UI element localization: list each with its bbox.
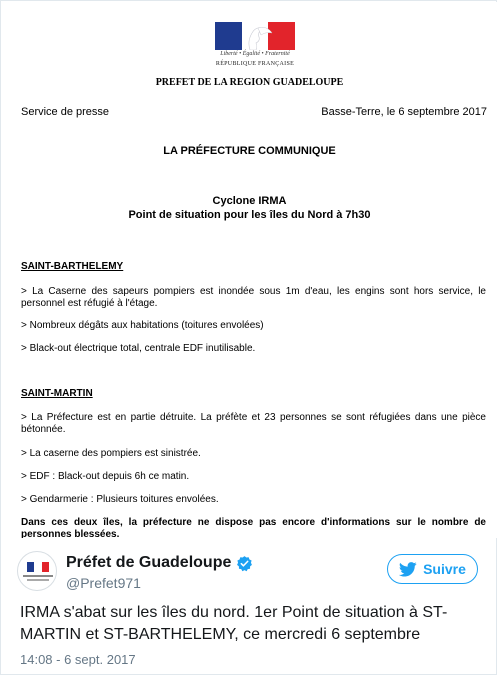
- list-item: > La Caserne des sapeurs pompiers est inondée sous 1m d'eau, les engins sont hors service, le personnel est réfugié à l'étage.: [21, 286, 486, 309]
- republique-francaise-label: RÉPUBLIQUE FRANÇAISE: [215, 61, 295, 67]
- republique-francaise-logo: [212, 22, 298, 72]
- list-item: > Gendarmerie : Plusieurs toitures envolées.: [21, 494, 219, 505]
- cyclone-name: Cyclone IRMA: [212, 195, 287, 207]
- author-name-row[interactable]: [66, 554, 253, 572]
- twitter-bird-icon: [399, 562, 417, 577]
- cyclone-title: [2, 194, 497, 222]
- tweet-timestamp[interactable]: 14:08 - 6 sept. 2017: [20, 652, 136, 667]
- press-release-image[interactable]: [2, 2, 497, 538]
- author-display-name[interactable]: Préfet de Guadeloupe: [66, 554, 232, 571]
- prefect-region-heading: PREFET DE LA REGION GUADELOUPE: [155, 77, 344, 88]
- section-heading-saint-martin: SAINT-MARTIN: [21, 388, 93, 399]
- author-handle[interactable]: @Prefet971: [66, 575, 141, 591]
- list-item: > La caserne des pompiers est sinistrée.: [21, 448, 201, 459]
- marianne-profile-icon: [228, 24, 276, 50]
- list-item: > EDF : Black-out depuis 6h ce matin.: [21, 471, 190, 482]
- tweet-text: IRMA s'abat sur les îles du nord. 1er Point de situation à ST-MARTIN et ST-BARTHELEMY, ce mercredi 6 septembre: [20, 604, 448, 643]
- list-item: > La Préfecture est en partie détruite. La préfète et 23 personnes se sont réfugiées dans une pièce bétonnée.: [21, 412, 486, 435]
- prefecture-logo-avatar[interactable]: [17, 551, 57, 591]
- list-item: > Black-out électrique total, centrale EDF inutilisable.: [21, 343, 256, 354]
- republic-motto: Liberté • Égalité • Fraternité: [220, 51, 290, 57]
- verified-badge-icon: [236, 555, 253, 572]
- follow-button-label: Suivre: [423, 561, 466, 577]
- press-service-label: Service de presse: [21, 106, 110, 118]
- follow-button[interactable]: [387, 554, 478, 584]
- communique-title: LA PRÉFECTURE COMMUNIQUE: [163, 145, 336, 157]
- section-heading-saint-barthelemy: SAINT-BARTHELEMY: [21, 261, 124, 272]
- situation-subtitle: Point de situation pour les îles du Nord à 7h30: [128, 209, 371, 221]
- mini-flag-icon: [27, 562, 49, 572]
- list-item: > Nombreux dégâts aux habitations (toitures envolées): [21, 320, 264, 331]
- document-date: Basse-Terre, le 6 septembre 2017: [321, 106, 487, 118]
- closing-paragraph: Dans ces deux îles, la préfecture ne dispose pas encore d'informations sur le nombre de personnes blessées.: [21, 517, 486, 538]
